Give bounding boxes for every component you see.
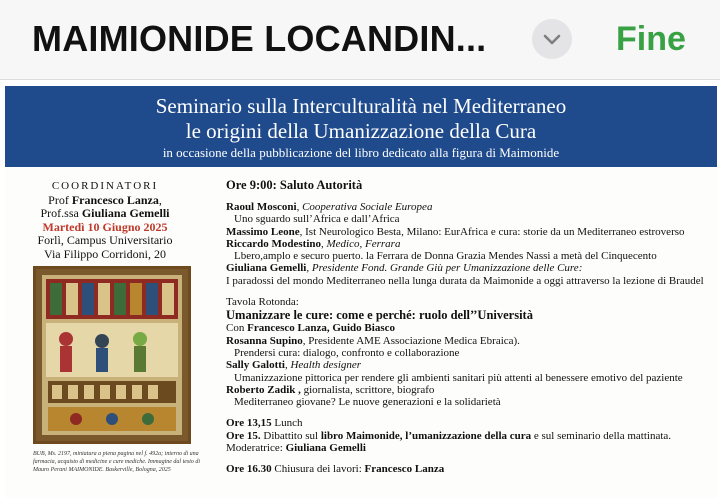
speaker-modestino: Riccardo Modestino, Medico, Ferrara	[226, 237, 401, 250]
banner-title-line2: le origini della Umanizzazione della Cura	[185, 119, 537, 143]
coordinators-block	[5, 180, 205, 261]
done-button[interactable]: Fine	[616, 20, 686, 58]
event-place: Forlì, Campus Universitario	[37, 233, 173, 247]
opening-session: Ore 9:00: Saluto Autorità	[226, 178, 363, 192]
speaker-mosconi: Raoul Mosconi, Cooperativa Sociale Europea	[226, 201, 433, 213]
panelist-supino: Rosanna Supino, Presidente AME Associazione Medica Ebraica).	[226, 334, 520, 347]
banner-title-line1: Seminario sulla Interculturalità nel Mediterraneo	[155, 94, 567, 118]
program-block	[226, 178, 716, 476]
talk-mosconi: Uno sguardo sull’Africa e dall’Africa	[234, 213, 400, 226]
event-address: Via Filippo Corridoni, 20	[44, 246, 166, 261]
chevron-down-icon	[542, 29, 562, 49]
miniature-painting-image	[33, 266, 191, 444]
title-banner	[5, 86, 717, 167]
round-table-label: Tavola Rotonda:	[226, 296, 299, 309]
talk-zadik: Mediterraneo giovane? Le nuove generazioni e la solidarietà	[234, 396, 501, 409]
talk-modestino: Lbero,amplo e securo puerto. la Ferrara de Donna Grazia Mendes Nassi a metà del Cinquecento	[234, 250, 657, 263]
event-date: Martedì 10 Giugno 2025	[42, 219, 168, 234]
title-menu-button[interactable]	[532, 19, 572, 59]
navigation-bar	[0, 0, 720, 80]
talk-galotti: Umanizzazione pittorica per rendere gli ambienti sanitari più attenti al benessere emotivo del paziente	[234, 371, 683, 384]
coordinators-heading: COORDINATORI	[51, 180, 159, 192]
banner-subtitle: in occasione della pubblicazione del libro dedicato alla figura di Maimonide	[162, 145, 560, 160]
image-caption: BUB, Ms. 2197, miniatura a piena pagina nel f. 492a; interno di una farmacia, acquisto di medicine e cure mediche. Immagine dal testo di Mauro Perani MAIMONIDE. Baskerville, Bologna, 2025	[33, 451, 201, 473]
lunch-item: Ore 13,15 Lunch	[226, 417, 303, 430]
document-title: MAIMIONIDE LOCANDIN...	[32, 18, 487, 59]
coordinator-1: Prof Francesco Lanza,	[48, 192, 162, 207]
round-table-hosts: Con Francesco Lanza, Guido Biasco	[226, 322, 395, 335]
coordinator-2: Prof.ssa Giuliana Gemelli	[40, 206, 170, 220]
moderator-item: Moderatrice: Giuliana Gemelli	[226, 442, 366, 455]
debate-item: Ore 15. Dibattito sul libro Maimonide, l’umanizzazione della cura e sul seminario della mattinata.	[226, 429, 672, 442]
talk-gemelli: I paradossi del mondo Mediterraneo nella lunga durata da Maimonide a oggi attraverso la lezione di Braudel	[226, 274, 704, 287]
speaker-gemelli: Giuliana Gemelli, Presidente Fond. Grande Giù per Umanizzazione delle Cure:	[226, 262, 583, 275]
talk-supino: Prendersi cura: dialogo, confronto e collaborazione	[234, 346, 460, 359]
round-table-title: Umanizzare le cure: come e perché: ruolo dell’’Università	[226, 308, 533, 323]
panelist-zadik: Roberto Zadik , giornalista, scrittore, biografo	[226, 383, 435, 396]
closing-item: Ore 16.30 Chiusura dei lavori: Francesco Lanza	[226, 463, 445, 476]
panelist-galotti: Sally Galotti, Health designer	[226, 359, 362, 372]
speaker-leone: Massimo Leone, Ist Neurologico Besta, Milano: EurAfrica e cura: storie da un Mediterraneo estroverso	[226, 225, 685, 238]
flyer-document	[5, 86, 717, 498]
